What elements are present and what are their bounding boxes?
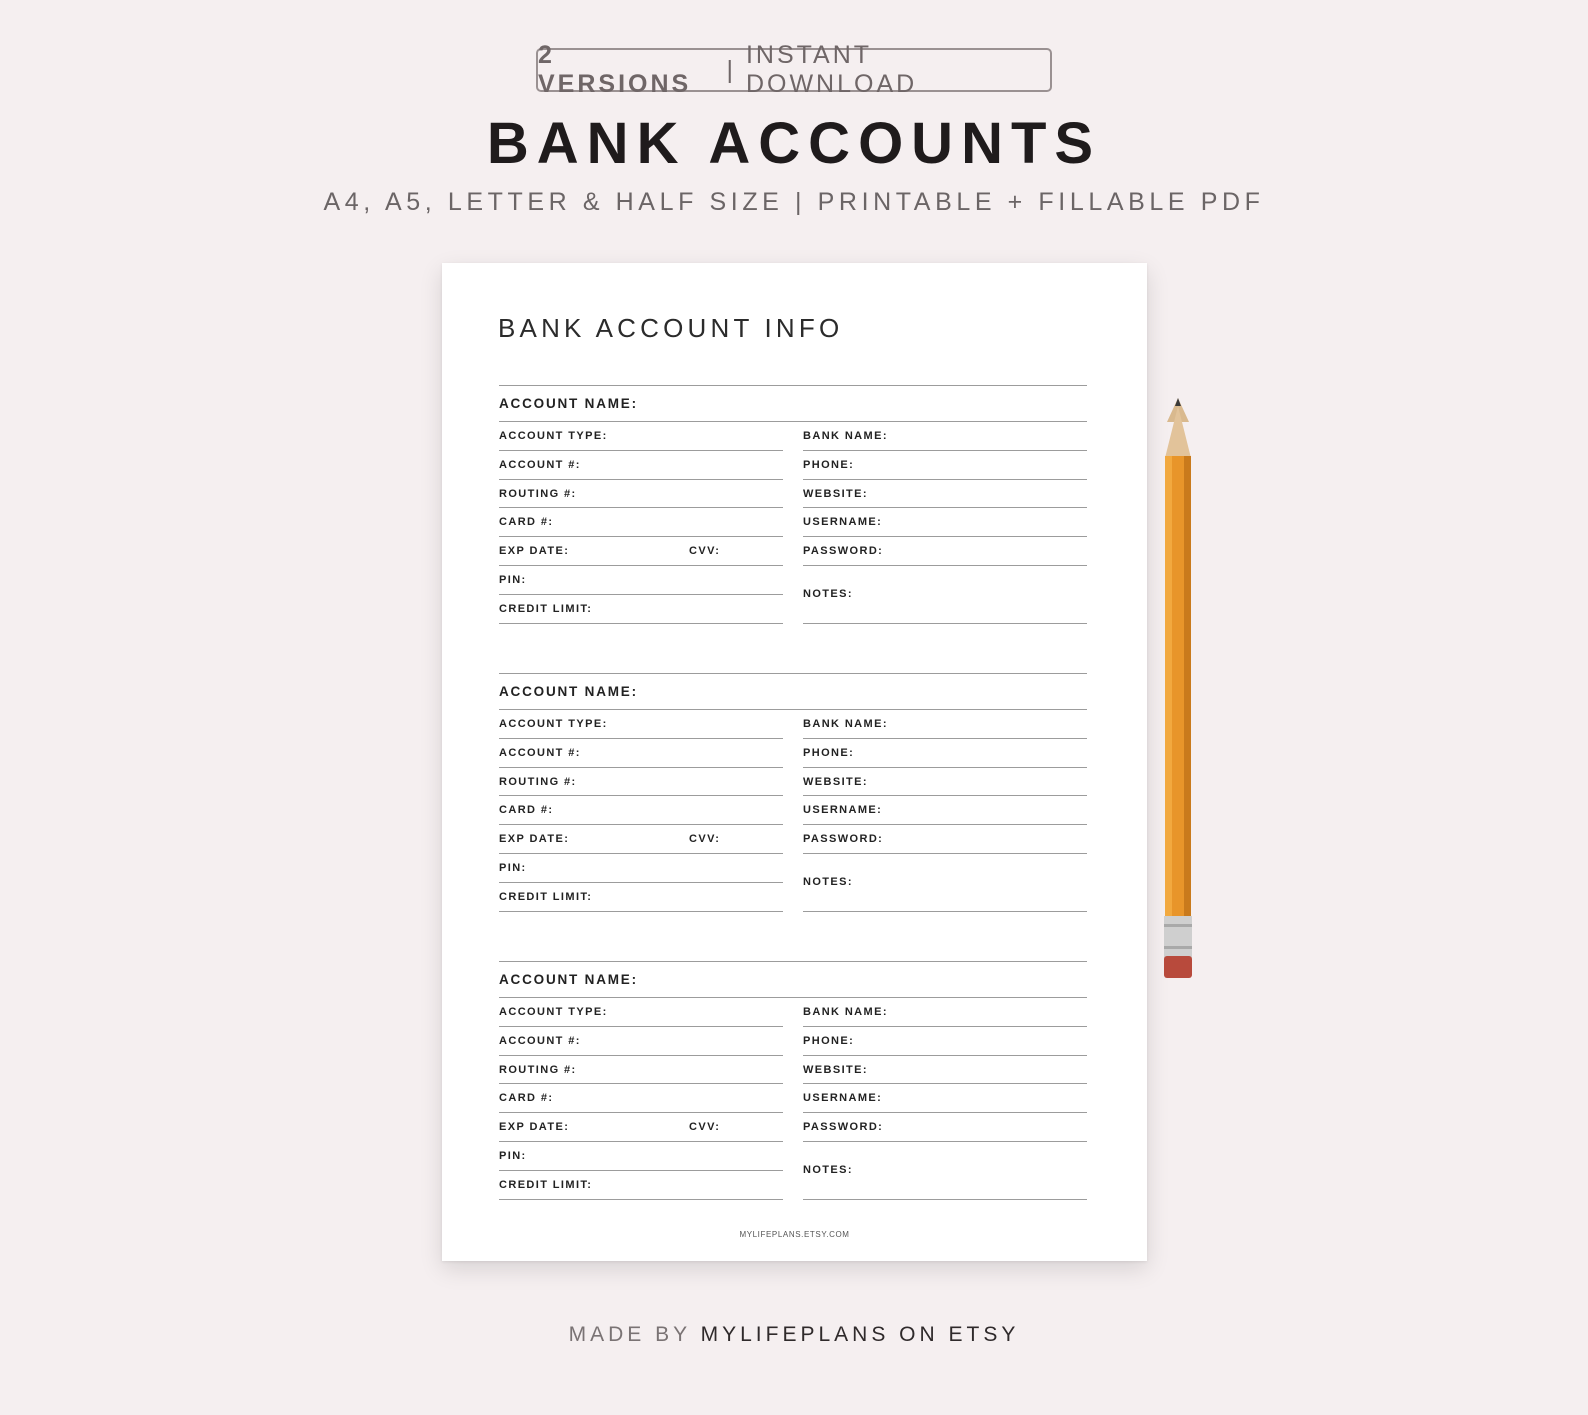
field-line [803, 1141, 1087, 1142]
account-name-label: ACCOUNT NAME: [499, 684, 638, 699]
field-label-bank-name: BANK NAME: [803, 430, 888, 442]
field-line [499, 795, 783, 796]
field-label-exp-date: EXP DATE: [499, 833, 570, 846]
field-line [803, 1026, 1087, 1027]
field-line [499, 479, 783, 480]
field-line [803, 795, 1087, 796]
sheet-title: BANK ACCOUNT INFO [498, 313, 844, 343]
field-line [499, 1170, 783, 1171]
field-label-username: USERNAME: [803, 1092, 883, 1105]
field-label-bank-name: BANK NAME: [803, 718, 888, 730]
field-label-website: WEBSITE: [803, 1063, 868, 1076]
field-label-password: PASSWORD: [803, 833, 884, 846]
field-line [803, 450, 1087, 451]
field-line [499, 536, 783, 537]
field-line [499, 1199, 783, 1200]
field-label-password: PASSWORD: [803, 545, 884, 558]
made-by-credit [0, 1323, 1588, 1347]
page-title: BANK ACCOUNTS [486, 111, 1102, 176]
field-line [499, 623, 783, 624]
divider-line [499, 673, 1087, 674]
field-label-account-number: ACCOUNT #: [499, 458, 581, 471]
field-line [499, 882, 783, 883]
field-label-pin: PIN: [499, 862, 527, 874]
field-label-notes: NOTES: [803, 876, 853, 888]
field-line [499, 1112, 783, 1113]
badge-separator: | [726, 55, 736, 84]
field-line [499, 1141, 783, 1142]
field-line [499, 1055, 783, 1056]
field-label-account-type: ACCOUNT TYPE: [499, 1006, 608, 1018]
divider-line [499, 385, 1087, 386]
divider-line [499, 961, 1087, 962]
field-line [803, 767, 1087, 768]
field-line [803, 911, 1087, 912]
field-line [499, 824, 783, 825]
field-line [499, 1026, 783, 1027]
field-line [499, 767, 783, 768]
field-label-account-type: ACCOUNT TYPE: [499, 718, 608, 730]
badge-download-text: INSTANT DOWNLOAD [745, 41, 918, 98]
field-label-phone: PHONE: [803, 746, 855, 759]
field-line [499, 853, 783, 854]
field-label-cvv: CVV: [689, 833, 721, 846]
field-label-password: PASSWORD: [803, 1121, 884, 1134]
account-name-label: ACCOUNT NAME: [499, 972, 638, 987]
badge-versions-text: 2 VERSIONS [538, 41, 692, 98]
field-line [499, 1083, 783, 1084]
field-label-exp-date: EXP DATE: [499, 545, 570, 558]
field-label-credit-limit: CREDIT LIMIT: [499, 890, 593, 903]
field-label-cvv: CVV: [689, 1121, 721, 1134]
field-label-bank-name: BANK NAME: [803, 1006, 888, 1018]
field-label-card-number: CARD #: [499, 516, 554, 529]
field-label-routing-number: ROUTING #: [499, 1063, 577, 1076]
field-label-notes: NOTES: [803, 1164, 853, 1176]
divider-line [499, 709, 1087, 710]
field-line [803, 738, 1087, 739]
field-line [803, 536, 1087, 537]
shop-name: MYLIFEPLANS ON ETSY [700, 1323, 1020, 1346]
account-block [499, 385, 1087, 629]
field-line [803, 565, 1087, 566]
divider-line [499, 421, 1087, 422]
field-label-account-number: ACCOUNT #: [499, 1034, 581, 1047]
field-line [803, 1199, 1087, 1200]
page-subtitle: A4, A5, LETTER & HALF SIZE | PRINTABLE + FILLABLE PDF [323, 188, 1265, 216]
field-line [803, 479, 1087, 480]
field-label-routing-number: ROUTING #: [499, 487, 577, 500]
account-name-label: ACCOUNT NAME: [499, 396, 638, 411]
account-block [499, 673, 1087, 917]
divider-line [499, 997, 1087, 998]
field-label-phone: PHONE: [803, 458, 855, 471]
field-label-credit-limit: CREDIT LIMIT: [499, 602, 593, 615]
field-label-card-number: CARD #: [499, 804, 554, 817]
field-label-website: WEBSITE: [803, 487, 868, 500]
field-line [499, 565, 783, 566]
field-line [499, 507, 783, 508]
field-line [803, 853, 1087, 854]
field-label-website: WEBSITE: [803, 775, 868, 788]
field-line [499, 594, 783, 595]
field-label-pin: PIN: [499, 1150, 527, 1162]
field-label-username: USERNAME: [803, 516, 883, 529]
field-label-pin: PIN: [499, 574, 527, 586]
field-label-credit-limit: CREDIT LIMIT: [499, 1178, 593, 1191]
pencil-icon [1160, 398, 1196, 988]
printable-sheet [442, 263, 1147, 1261]
field-label-routing-number: ROUTING #: [499, 775, 577, 788]
field-line [499, 911, 783, 912]
account-block [499, 961, 1087, 1205]
field-line [803, 1112, 1087, 1113]
field-line [803, 1055, 1087, 1056]
field-label-cvv: CVV: [689, 545, 721, 558]
made-by-label: MADE BY [568, 1323, 691, 1346]
field-line [803, 824, 1087, 825]
field-line [803, 507, 1087, 508]
field-line [803, 623, 1087, 624]
field-line [803, 1083, 1087, 1084]
field-label-card-number: CARD #: [499, 1092, 554, 1105]
field-label-phone: PHONE: [803, 1034, 855, 1047]
versions-badge [536, 41, 1052, 98]
sheet-footer-url: MYLIFEPLANS.ETSY.COM [739, 1230, 850, 1239]
field-line [499, 450, 783, 451]
field-label-account-number: ACCOUNT #: [499, 746, 581, 759]
field-line [499, 738, 783, 739]
field-label-account-type: ACCOUNT TYPE: [499, 430, 608, 442]
field-label-exp-date: EXP DATE: [499, 1121, 570, 1134]
field-label-username: USERNAME: [803, 804, 883, 817]
field-label-notes: NOTES: [803, 588, 853, 600]
